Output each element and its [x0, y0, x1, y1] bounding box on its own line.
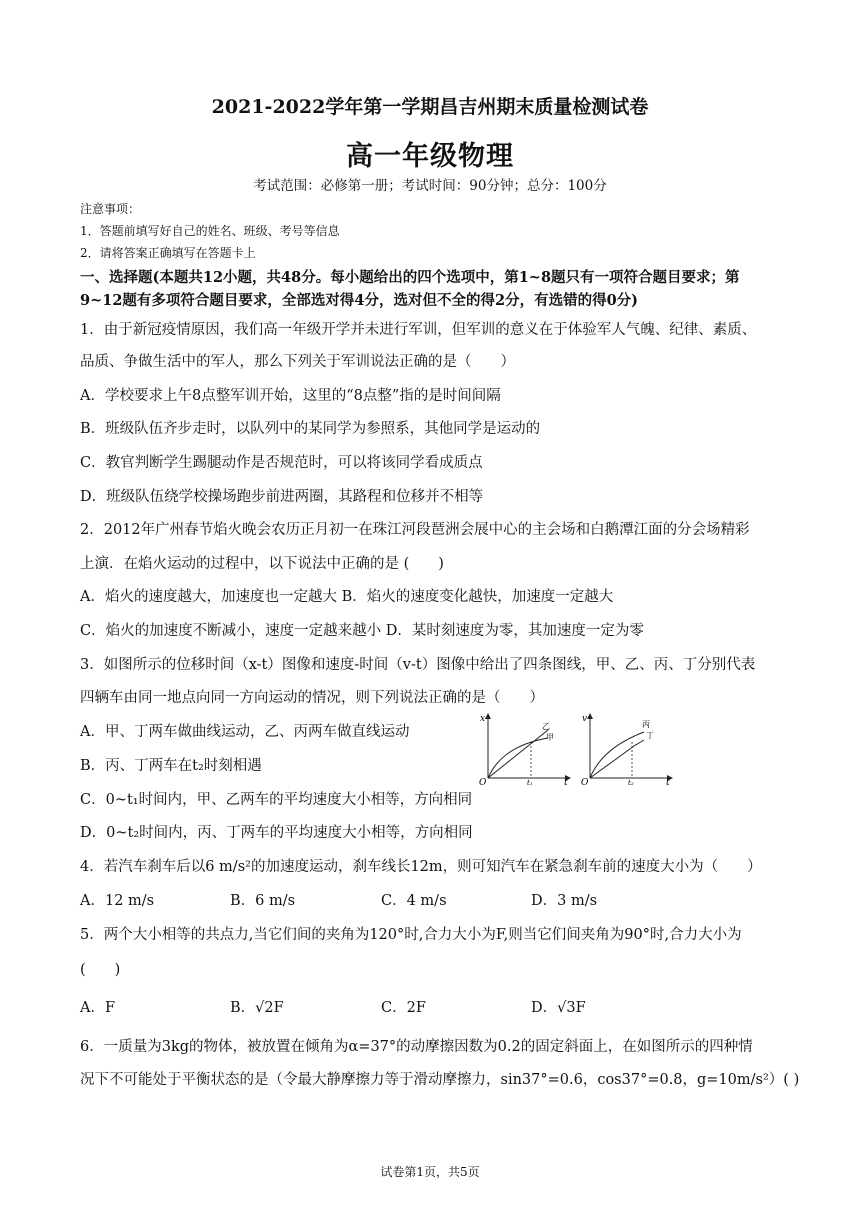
q3-xt-line-yi — [488, 730, 548, 778]
q3-vt-t2-label: t₂ — [628, 779, 634, 786]
q4-option-d: D．3 m/s — [531, 893, 598, 909]
q2-stem-line1: 2．2012年广州春节焰火晚会农历正月初一在珠江河段琶洲会展中心的主会场和白鹅潭江面的分会场精彩 — [80, 522, 750, 538]
q3-stem-line2: 四辆车由同一地点向同一方向运动的情况，则下列说法正确的是（ ） — [80, 690, 544, 706]
q3-xt-curve-jia — [488, 738, 548, 778]
q5-option-a: A．F — [80, 1000, 116, 1016]
q4-option-b: B．6 m/s — [230, 893, 296, 909]
q3-xt-label-yi: 乙 — [542, 722, 550, 731]
q3-vt-label-bing: 丙 — [642, 720, 650, 729]
q6-stem-line2: 况下不可能处于平衡状态的是（令最大静摩擦力等于滑动摩擦力，sin37°=0.6，cos37°=0.8，g=10m/s²）( ) — [80, 1072, 800, 1088]
q4-option-a: A．12 m/s — [80, 893, 155, 909]
q3-vt-origin: O — [581, 778, 589, 786]
q1-stem-line1: 1．由于新冠疫情原因，我们高一年级开学并未进行军训，但军训的意义在于体验军人气魄、纪律、素质、 — [80, 322, 757, 338]
q3-xt-label-jia: 甲 — [546, 733, 554, 742]
section1-line1: 一、选择题(本题共12小题，共48分。每小题给出的四个选项中，第1~8题只有一项符合题目要求；第 — [80, 269, 740, 286]
q3-stem-line1: 3．如图所示的位移时间（x-t）图像和速度-时间（v-t）图像中给出了四条图线，甲、乙、丙、丁分别代表 — [80, 657, 756, 673]
notice-item-1: 1．答题前填写好自己的姓名、班级、考号等信息 — [80, 224, 340, 238]
page-footer: 试卷第1页，共5页 — [380, 1165, 480, 1179]
q1-option-b: B．班级队伍齐步走时，以队列中的某同学为参照系，其他同学是运动的 — [80, 421, 541, 437]
q2-options-cd: C．焰火的加速度不断减小，速度一定越来越小 D．某时刻速度为零，其加速度一定为零 — [80, 623, 644, 639]
q3-option-d: D．0~t₂时间内，丙、丁两车的平均速度大小相等，方向相同 — [80, 825, 473, 841]
q5-option-c: C．2F — [381, 1000, 426, 1016]
q2-stem-line2: 上演．在焰火运动的过程中，以下说法中正确的是 ( ) — [80, 556, 444, 572]
q3-xt-graph — [476, 710, 572, 786]
exam-title: 2021-2022学年第一学期昌吉州期末质量检测试卷 — [211, 96, 649, 118]
q3-vt-curve-bing — [590, 732, 644, 778]
q1-option-c: C．教官判断学生踢腿动作是否规范时，可以将该同学看成质点 — [80, 455, 483, 471]
q4-option-c: C．4 m/s — [381, 893, 447, 909]
q3-xt-t1-label: t₁ — [527, 779, 533, 786]
q3-option-b: B．丙、丁两车在t₂时刻相遇 — [80, 758, 262, 774]
q3-xt-origin: O — [479, 778, 487, 786]
q1-stem-line2: 品质、争做生活中的军人，那么下列关于军训说法正确的是（ ） — [80, 354, 515, 370]
q3-option-a: A．甲、丁两车做曲线运动，乙、丙两车做直线运动 — [80, 724, 410, 740]
q4-stem: 4．若汽车刹车后以6 m/s²的加速度运动，刹车线长12m，则可知汽车在紧急刹车前的速度大小为（ ） — [80, 859, 762, 875]
q1-option-d: D．班级队伍绕学校操场跑步前进两圈，其路程和位移并不相等 — [80, 489, 484, 505]
notice-heading: 注意事项： — [80, 202, 141, 216]
q3-vt-label-ding: 丁 — [646, 731, 654, 740]
q1-option-a: A．学校要求上午8点整军训开始，这里的“8点整”指的是时间间隔 — [80, 388, 501, 404]
section1-line2: 9~12题有多项符合题目要求，全部选对得4分，选对但不全的得2分，有选错的得0分) — [80, 292, 639, 309]
q3-xt-x-label: t — [564, 778, 568, 786]
notice-item-2: 2．请将答案正确填写在答题卡上 — [80, 246, 256, 260]
q5-option-b: B．√2F — [230, 1000, 284, 1016]
q3-vt-y-label: v — [582, 714, 588, 724]
q5-stem: 5．两个大小相等的共点力,当它们间的夹角为120°时,合力大小为F,则当它们间夹角为90°时,合力大小为 — [80, 927, 742, 943]
exam-subtitle: 高一年级物理 — [346, 141, 514, 172]
q3-vt-x-label: t — [666, 778, 670, 786]
q2-options-ab: A．焰火的速度越大，加速度也一定越大 B．焰火的速度变化越快，加速度一定越大 — [80, 589, 614, 605]
q3-xt-y-label: x — [480, 714, 486, 724]
q5-paren: ( ) — [80, 962, 121, 978]
q5-option-d: D．√3F — [531, 1000, 586, 1016]
exam-info: 考试范围：必修第一册；考试时间：90分钟；总分：100分 — [253, 178, 607, 194]
q6-stem-line1: 6．一质量为3kg的物体，被放置在倾角为α=37°的动摩擦因数为0.2的固定斜面上，在如图所示的四种情 — [80, 1039, 753, 1055]
q3-vt-graph — [578, 710, 674, 786]
q3-option-c: C．0~t₁时间内，甲、乙两车的平均速度大小相等，方向相同 — [80, 792, 473, 808]
